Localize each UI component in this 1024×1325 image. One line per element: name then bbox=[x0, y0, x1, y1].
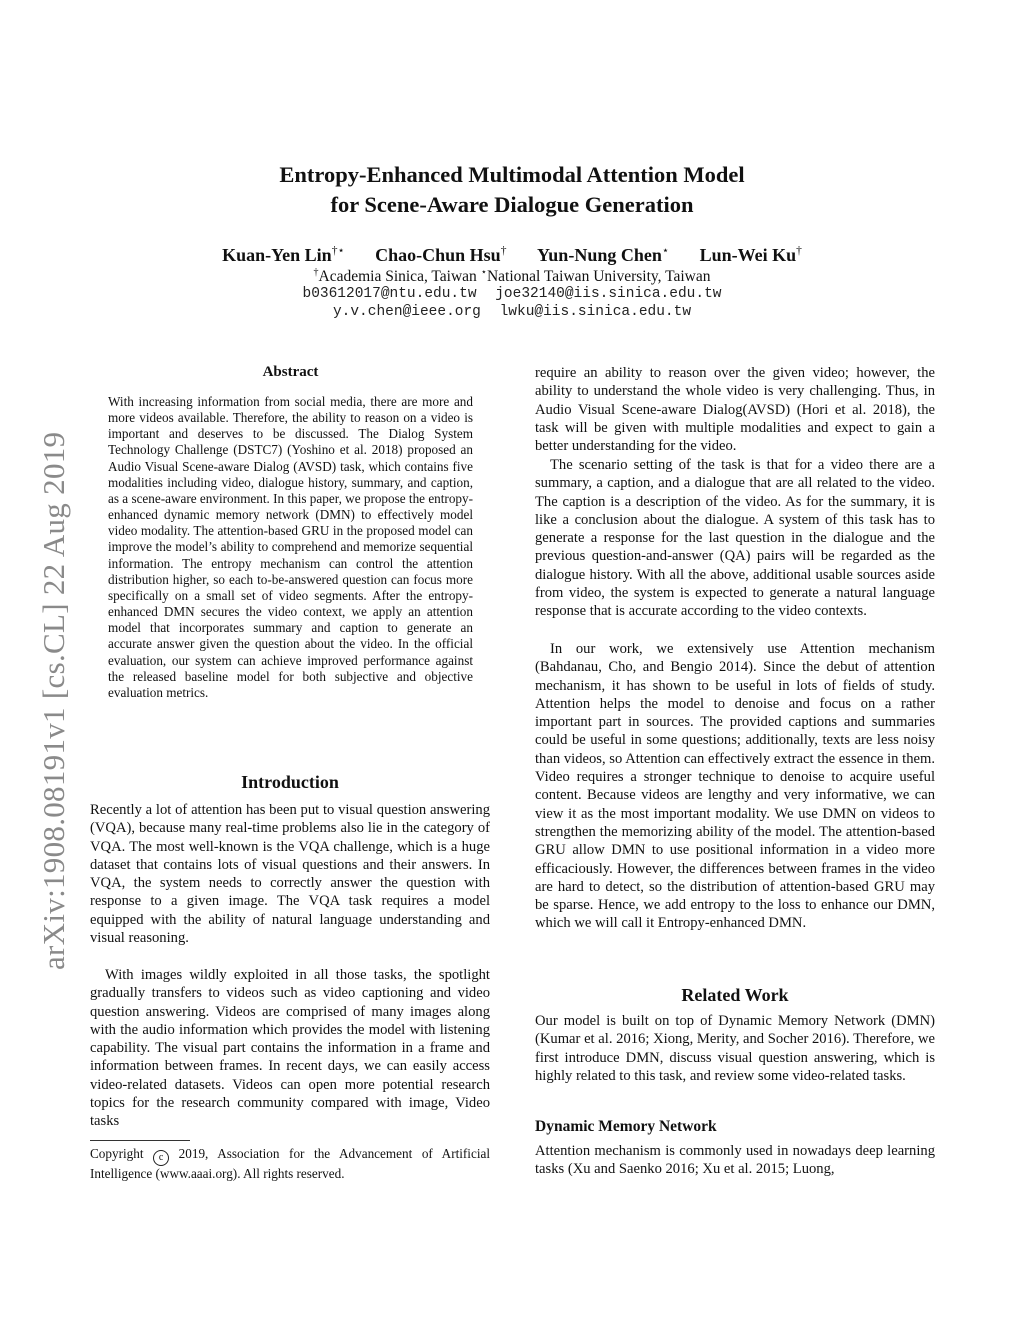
email: joe32140@iis.sinica.edu.tw bbox=[495, 286, 722, 302]
author-name: Lun-Wei Ku bbox=[699, 245, 797, 265]
email-list bbox=[0, 285, 1024, 321]
title-line-2: for Scene-Aware Dialogue Generation bbox=[330, 192, 694, 217]
introduction-paragraph-2: With images wildly exploited in all those tasks, the spotlight gradually transfers to videos such as video captioning and video question answering. Videos are comprised of many images along with the audio information which provides the model with listening capability. The visual part contains the information in a frame and information between frames. In recent days, we can easily access video-related datasets. Videos can open more potential research topics for the research community compared with image, Video tasks bbox=[90, 967, 490, 1130]
introduction-paragraph-5: In our work, we extensively use Attention mechanism (Bahdanau, Cho, and Bengio 2014). Since the debut of attention mechanism, it has shown to be useful in lots of fields of study. Attention helps the model to denoise and focus on a rather important part in sources. The provided captions and summaries could be useful in some questions; additionally, texts are less noisy than videos, so Attention can effectively extract the essence in them. Video requires a stronger technique to denoise to acquire useful content. Because videos are lengthy and very informative, we can view it as the most important modality. We use DMN on videos to strengthen the memorizing ability of the model. The attention-based GRU allow DMN to use positional information in a video more efficaciously. However, the differences between frames in the video are hard to detect, so the distribution of attention-based GRU may be sparse. Hence, we add entropy to the loss to enhance our DMN, which we will call it Entropy-enhanced DMN. bbox=[535, 641, 935, 932]
footnote-prefix: Copyright bbox=[90, 1146, 144, 1161]
author bbox=[537, 245, 669, 265]
author-mark: ⋆ bbox=[661, 245, 670, 257]
affil-mark-1: † bbox=[313, 267, 319, 278]
author-mark: † bbox=[796, 245, 802, 257]
copyright-icon: c bbox=[153, 1150, 169, 1166]
author-name: Kuan-Yen Lin bbox=[222, 245, 332, 265]
dmn-paragraph-1: Attention mechanism is commonly used in nowadays deep learning tasks (Xu and Saenko 2016; Xu et al. 2015; Luong, bbox=[535, 1143, 935, 1178]
affil-inst-2: National Taiwan University, Taiwan bbox=[486, 268, 711, 286]
introduction-heading: Introduction bbox=[241, 772, 339, 792]
paper-title bbox=[0, 160, 1024, 220]
email: y.v.chen@ieee.org bbox=[332, 304, 481, 320]
author-name: Yun-Nung Chen bbox=[536, 245, 662, 265]
footnote-suffix: 2019, Association for the Advancement of Artificial Intelligence (www.aaai.org). All rights reserved. bbox=[90, 1146, 491, 1181]
footnote-rule bbox=[90, 1140, 190, 1141]
copyright-footnote bbox=[90, 1146, 490, 1183]
affil-mark-2: ⋆ bbox=[480, 267, 487, 278]
email-row bbox=[0, 285, 1024, 303]
author bbox=[700, 245, 802, 265]
affil-inst-1: Academia Sinica, Taiwan bbox=[318, 268, 477, 286]
author-name: Chao-Chun Hsu bbox=[375, 245, 501, 265]
affiliations bbox=[0, 263, 1024, 287]
author-mark: †⋆ bbox=[331, 245, 345, 257]
abstract-heading: Abstract bbox=[262, 364, 319, 380]
author bbox=[222, 245, 345, 265]
related-work-paragraph-1: Our model is built on top of Dynamic Memory Network (DMN) (Kumar et al. 2016; Xiong, Merity, and Socher 2016). Therefore, we first introduce DMN, discuss visual question answering, which is highly related to this task, and review some video-related tasks. bbox=[535, 1013, 935, 1084]
introduction-paragraph-3: require an ability to reason over the given video; however, the ability to understand the whole video is very challenging. Thus, in Audio Visual Scene-aware Dialog(AVSD) (Hori et al. 2018), the task will be given with multiple modalities and expect to gain a better understanding for the video. bbox=[535, 365, 935, 455]
dmn-heading: Dynamic Memory Network bbox=[535, 1118, 717, 1135]
related-work-heading: Related Work bbox=[681, 985, 789, 1005]
introduction-paragraph-1: Recently a lot of attention has been put to visual question answering (VQA), because many real-time problems also lie in the category of VQA. The most well-known is the VQA challenge, which is a huge dataset that contains lots of visual questions and their answers. In VQA, the system needs to correctly answer the question with response to a given image. The VQA task requires a model equipped with the ability of natural language understanding and visual reasoning. bbox=[90, 802, 490, 947]
arxiv-stamp bbox=[30, 350, 74, 970]
arxiv-stamp-svg bbox=[30, 350, 74, 970]
email: lwku@iis.sinica.edu.tw bbox=[499, 304, 692, 320]
author bbox=[375, 245, 506, 265]
introduction-paragraph-4: The scenario setting of the task is that for a video there are a summary, a caption, and a dialogue that are all related to the video. The caption is a description of the video. As for the summary, it is like a conclusion about the dialogue. A system of this task has to generate a response for the last question in the dialogue and the previous question-and-answer (QA) pairs will be regarded as the dialogue history. With all the above, additional usable sources aside from video, the system is expected to generate a natural language response that is accurate according to the video contexts. bbox=[535, 457, 935, 620]
email-row bbox=[0, 303, 1024, 321]
email: b03612017@ntu.edu.tw bbox=[302, 286, 477, 302]
abstract-text: With increasing information from social media, there are more and more videos available. Therefore, the ability to reason on a video is important and deserves to be discussed. The Dialog System Technology Challenge (DSTC7) (Yoshino et al. 2018) proposed an Audio Visual Scene-aware Dialog (AVSD) task, which contains five modalities including video, dialogue history, summary, and caption, as a scene-aware environment. In this paper, we propose the entropy-enhanced dynamic memory network (DMN) to effectively model video modality. The attention-based GRU in the proposed model can improve the model’s ability to comprehend and memorize sequential information. The entropy mechanism can control the attention distribution higher, so each to-be-answered question can focus more specifically on a small set of video segments. After the entropy-enhanced DMN secures the video context, we apply an attention model that incorporates summary and caption to generate an accurate answer given the question about the video. In the official evaluation, our system can achieve improved performance against the released baseline model for both subjective and objective evaluation metrics. bbox=[108, 394, 473, 700]
arxiv-stamp-text: arXiv:1908.08191v1 [cs.CL] 22 Aug 2019 bbox=[36, 431, 71, 970]
title-line-1: Entropy-Enhanced Multimodal Attention Model bbox=[279, 162, 745, 187]
author-mark: † bbox=[500, 245, 507, 257]
